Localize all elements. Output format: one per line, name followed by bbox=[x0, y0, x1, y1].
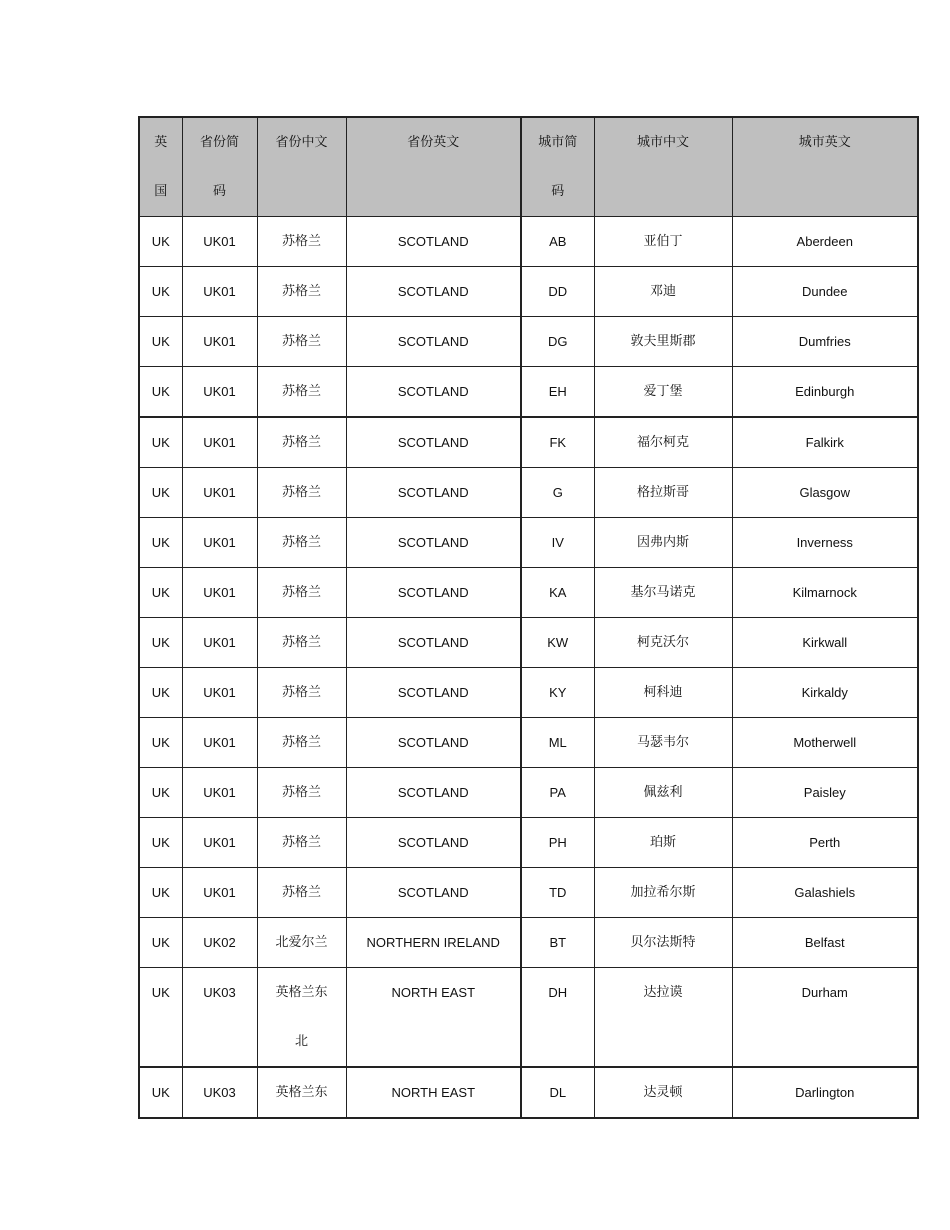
cell-province-en: SCOTLAND bbox=[346, 317, 521, 367]
cell-province-en: SCOTLAND bbox=[346, 818, 521, 868]
cell-province-code: UK03 bbox=[182, 968, 257, 1068]
cell-city-en: Belfast bbox=[732, 918, 918, 968]
cell-province-code: UK01 bbox=[182, 518, 257, 568]
cell-province-zh bbox=[257, 317, 346, 367]
cell-province-en: SCOTLAND bbox=[346, 367, 521, 418]
cell-province-en: SCOTLAND bbox=[346, 868, 521, 918]
cell-city-code: DD bbox=[521, 267, 594, 317]
table-body bbox=[139, 217, 918, 1119]
table-row bbox=[139, 1067, 918, 1118]
table-row bbox=[139, 668, 918, 718]
cell-province-zh-line: 苏格兰 bbox=[281, 234, 321, 249]
table-row bbox=[139, 918, 918, 968]
cell-province-zh-line: 苏格兰 bbox=[281, 585, 321, 600]
cell-province-zh-line: 苏格兰 bbox=[281, 735, 321, 750]
table-row bbox=[139, 618, 918, 668]
cell-country: UK bbox=[139, 818, 182, 868]
header-province-en-line: 省份英文 bbox=[407, 135, 460, 150]
cell-country: UK bbox=[139, 918, 182, 968]
cell-province-code: UK03 bbox=[182, 1067, 257, 1118]
cell-province-code: UK01 bbox=[182, 317, 257, 367]
cell-province-zh bbox=[257, 568, 346, 618]
header-country-line: 英 bbox=[154, 135, 168, 150]
cell-city-en: Kirkwall bbox=[732, 618, 918, 668]
cell-province-zh bbox=[257, 367, 346, 418]
header-city-en bbox=[732, 117, 918, 217]
cell-city-zh: 格拉斯哥 bbox=[594, 468, 732, 518]
cell-city-zh: 佩兹利 bbox=[594, 768, 732, 818]
cell-province-code: UK01 bbox=[182, 718, 257, 768]
cell-province-code: UK01 bbox=[182, 818, 257, 868]
cell-province-zh-line: 苏格兰 bbox=[281, 435, 321, 450]
table-row bbox=[139, 417, 918, 468]
cell-city-zh: 达拉谟 bbox=[594, 968, 732, 1068]
cell-city-en: Darlington bbox=[732, 1067, 918, 1118]
cell-city-en: Paisley bbox=[732, 768, 918, 818]
cell-province-code: UK01 bbox=[182, 417, 257, 468]
cell-province-zh-line: 苏格兰 bbox=[281, 284, 321, 299]
cell-city-code: KY bbox=[521, 668, 594, 718]
cell-province-zh-line: 苏格兰 bbox=[281, 685, 321, 700]
cell-city-code: BT bbox=[521, 918, 594, 968]
cell-city-code: DH bbox=[521, 968, 594, 1068]
cell-province-zh-line: 苏格兰 bbox=[281, 835, 321, 850]
cell-city-en: Galashiels bbox=[732, 868, 918, 918]
cell-city-zh: 珀斯 bbox=[594, 818, 732, 868]
table-row bbox=[139, 968, 918, 1068]
cell-province-zh-line: 苏格兰 bbox=[281, 885, 321, 900]
cell-city-code: G bbox=[521, 468, 594, 518]
cell-city-zh: 贝尔法斯特 bbox=[594, 918, 732, 968]
cell-city-code: DL bbox=[521, 1067, 594, 1118]
cell-province-code: UK01 bbox=[182, 267, 257, 317]
cell-city-zh: 加拉希尔斯 bbox=[594, 868, 732, 918]
cell-city-en: Inverness bbox=[732, 518, 918, 568]
header-city-code-line: 码 bbox=[551, 184, 565, 199]
cell-country: UK bbox=[139, 267, 182, 317]
header-country-line: 国 bbox=[154, 184, 168, 199]
table-header bbox=[139, 117, 918, 217]
cell-city-en: Kilmarnock bbox=[732, 568, 918, 618]
table-row bbox=[139, 267, 918, 317]
cell-country: UK bbox=[139, 317, 182, 367]
cell-province-zh bbox=[257, 417, 346, 468]
cell-province-code: UK01 bbox=[182, 618, 257, 668]
header-city-code bbox=[521, 117, 594, 217]
cell-country: UK bbox=[139, 768, 182, 818]
cell-province-en: NORTHERN IRELAND bbox=[346, 918, 521, 968]
cell-city-zh: 柯科迪 bbox=[594, 668, 732, 718]
cell-country: UK bbox=[139, 618, 182, 668]
header-province-code-line: 省份简 bbox=[199, 135, 239, 150]
header-city-code-line: 城市简 bbox=[538, 135, 578, 150]
cell-province-zh-line: 苏格兰 bbox=[281, 635, 321, 650]
cell-province-code: UK01 bbox=[182, 868, 257, 918]
cell-city-zh: 马瑟韦尔 bbox=[594, 718, 732, 768]
header-province-code bbox=[182, 117, 257, 217]
cell-country: UK bbox=[139, 968, 182, 1068]
cell-city-zh: 柯克沃尔 bbox=[594, 618, 732, 668]
header-row bbox=[139, 117, 918, 217]
cell-province-zh-line: 英格兰东 bbox=[275, 1085, 328, 1100]
cell-country: UK bbox=[139, 518, 182, 568]
cell-province-en: NORTH EAST bbox=[346, 1067, 521, 1118]
table-row bbox=[139, 868, 918, 918]
cell-province-en: NORTH EAST bbox=[346, 968, 521, 1068]
cell-province-zh bbox=[257, 868, 346, 918]
cell-city-en: Falkirk bbox=[732, 417, 918, 468]
cell-city-en: Aberdeen bbox=[732, 217, 918, 267]
cell-city-zh: 达灵顿 bbox=[594, 1067, 732, 1118]
cell-province-en: SCOTLAND bbox=[346, 468, 521, 518]
cell-country: UK bbox=[139, 568, 182, 618]
table-row bbox=[139, 217, 918, 267]
table-row bbox=[139, 568, 918, 618]
cell-province-zh-line: 苏格兰 bbox=[281, 384, 321, 399]
cell-city-en: Perth bbox=[732, 818, 918, 868]
cell-city-en: Motherwell bbox=[732, 718, 918, 768]
cell-city-en: Durham bbox=[732, 968, 918, 1068]
header-province-code-line: 码 bbox=[212, 184, 226, 199]
cell-city-zh: 邓迪 bbox=[594, 267, 732, 317]
cell-province-zh bbox=[257, 217, 346, 267]
cell-country: UK bbox=[139, 718, 182, 768]
cell-city-zh: 基尔马诺克 bbox=[594, 568, 732, 618]
cell-city-en: Dundee bbox=[732, 267, 918, 317]
cell-province-en: SCOTLAND bbox=[346, 668, 521, 718]
cell-city-code: PA bbox=[521, 768, 594, 818]
header-province-en bbox=[346, 117, 521, 217]
cell-city-zh: 福尔柯克 bbox=[594, 417, 732, 468]
cell-province-code: UK01 bbox=[182, 367, 257, 418]
cell-country: UK bbox=[139, 367, 182, 418]
cell-province-zh-line: 北 bbox=[294, 1034, 308, 1049]
header-city-en-line: 城市英文 bbox=[798, 135, 851, 150]
cell-city-code: FK bbox=[521, 417, 594, 468]
cell-province-code: UK01 bbox=[182, 217, 257, 267]
cell-country: UK bbox=[139, 668, 182, 718]
cell-country: UK bbox=[139, 1067, 182, 1118]
cell-country: UK bbox=[139, 217, 182, 267]
header-city-zh bbox=[594, 117, 732, 217]
cell-city-en: Edinburgh bbox=[732, 367, 918, 418]
cell-province-code: UK02 bbox=[182, 918, 257, 968]
cell-city-code: TD bbox=[521, 868, 594, 918]
cell-city-code: DG bbox=[521, 317, 594, 367]
cell-city-code: PH bbox=[521, 818, 594, 868]
cell-province-en: SCOTLAND bbox=[346, 618, 521, 668]
cell-province-zh bbox=[257, 518, 346, 568]
cell-province-zh bbox=[257, 668, 346, 718]
cell-province-en: SCOTLAND bbox=[346, 718, 521, 768]
cell-province-zh-line: 苏格兰 bbox=[281, 535, 321, 550]
table-row bbox=[139, 367, 918, 418]
cell-province-zh-line: 英格兰东 bbox=[275, 985, 328, 1000]
cell-province-zh bbox=[257, 968, 346, 1068]
cell-province-zh bbox=[257, 718, 346, 768]
cell-province-zh bbox=[257, 468, 346, 518]
header-city-zh-line: 城市中文 bbox=[636, 135, 689, 150]
header-province-zh bbox=[257, 117, 346, 217]
cell-city-en: Kirkaldy bbox=[732, 668, 918, 718]
table-row bbox=[139, 468, 918, 518]
cell-province-zh bbox=[257, 818, 346, 868]
cell-province-en: SCOTLAND bbox=[346, 417, 521, 468]
cell-province-en: SCOTLAND bbox=[346, 768, 521, 818]
cell-province-zh-line: 苏格兰 bbox=[281, 785, 321, 800]
cell-city-code: KW bbox=[521, 618, 594, 668]
cell-province-zh bbox=[257, 618, 346, 668]
city-code-table bbox=[138, 116, 919, 1119]
cell-province-en: SCOTLAND bbox=[346, 518, 521, 568]
table-row bbox=[139, 718, 918, 768]
cell-province-en: SCOTLAND bbox=[346, 568, 521, 618]
cell-city-code: IV bbox=[521, 518, 594, 568]
cell-city-zh: 爱丁堡 bbox=[594, 367, 732, 418]
table-row bbox=[139, 518, 918, 568]
cell-province-code: UK01 bbox=[182, 468, 257, 518]
cell-province-zh-line: 苏格兰 bbox=[281, 334, 321, 349]
cell-country: UK bbox=[139, 417, 182, 468]
cell-province-code: UK01 bbox=[182, 768, 257, 818]
cell-city-en: Glasgow bbox=[732, 468, 918, 518]
cell-city-zh: 因弗内斯 bbox=[594, 518, 732, 568]
cell-country: UK bbox=[139, 868, 182, 918]
cell-province-code: UK01 bbox=[182, 568, 257, 618]
header-country bbox=[139, 117, 182, 217]
cell-city-code: AB bbox=[521, 217, 594, 267]
cell-country: UK bbox=[139, 468, 182, 518]
cell-province-zh bbox=[257, 267, 346, 317]
cell-province-zh bbox=[257, 768, 346, 818]
cell-province-zh-line: 北爱尔兰 bbox=[275, 935, 328, 950]
cell-city-code: ML bbox=[521, 718, 594, 768]
table-row bbox=[139, 317, 918, 367]
cell-province-en: SCOTLAND bbox=[346, 217, 521, 267]
cell-province-zh-line: 苏格兰 bbox=[281, 485, 321, 500]
cell-city-zh: 敦夫里斯郡 bbox=[594, 317, 732, 367]
cell-province-zh bbox=[257, 1067, 346, 1118]
header-province-zh-line: 省份中文 bbox=[275, 135, 328, 150]
table-row bbox=[139, 818, 918, 868]
cell-city-zh: 亚伯丁 bbox=[594, 217, 732, 267]
cell-province-code: UK01 bbox=[182, 668, 257, 718]
cell-city-code: KA bbox=[521, 568, 594, 618]
cell-province-en: SCOTLAND bbox=[346, 267, 521, 317]
cell-province-zh bbox=[257, 918, 346, 968]
table-row bbox=[139, 768, 918, 818]
cell-city-code: EH bbox=[521, 367, 594, 418]
cell-city-en: Dumfries bbox=[732, 317, 918, 367]
